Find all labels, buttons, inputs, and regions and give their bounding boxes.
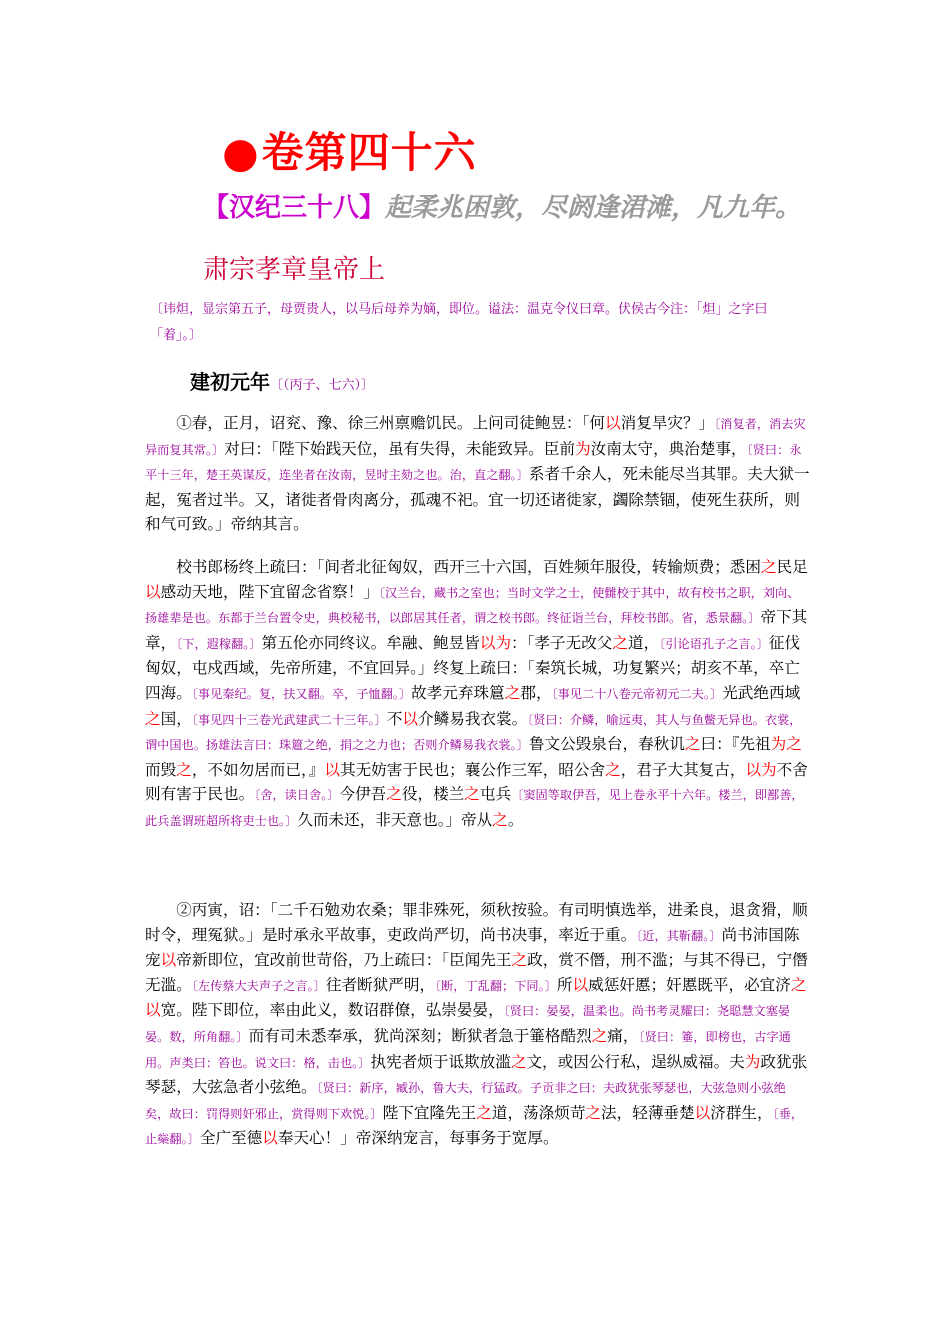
text-run: 道，	[628, 633, 660, 652]
text-run: 其无妨害于民也；襄公作三军，昭公舍	[339, 760, 606, 779]
chronicle-heading	[203, 187, 801, 224]
highlight-word: 以	[145, 1001, 161, 1020]
commentary-note: 〔贤曰：新序，臧孙，鲁大夫，行猛政。子贡非之曰：夫政犹张琴瑟也，大弦急则小弦绝矣，故曰：罚得则奸邪止，赏得则下欢悦。〕	[145, 1081, 786, 1121]
volume-title-text: 卷第四十六	[261, 128, 477, 177]
commentary-note: 〔贤曰：永平十三年，楚王英谋反，连坐者在汝南，昱时主劾之也。治，直之翻。〕	[145, 442, 802, 483]
highlight-word: 之	[176, 760, 192, 779]
paragraph-2	[145, 555, 810, 834]
highlight-word: 以	[402, 709, 419, 728]
highlight-word: 之	[591, 1026, 608, 1045]
chronicle-bracket: 【汉纪三十八】	[203, 193, 386, 223]
text-run: 感动天地，陛下宜留念省察！」	[160, 582, 379, 601]
text-run: 光武绝西域	[722, 683, 801, 702]
text-run: 政犹张琴瑟，大弦急者小弦绝。	[145, 1052, 808, 1097]
commentary-note: 〔汉兰台，藏书之室也；当时文学之士，使雠校于其中，故有校书之职，刘向、扬雄辈是也。东都于兰台置令史，典校秘书，以郎居其任者，谓之校书郎。终征诣兰台，拜校书郎。省，悉景翻。〕	[145, 585, 800, 626]
commentary-note: 〔断，丁乱翻；下同。〕	[435, 978, 557, 993]
text-run: 役，楼兰	[401, 785, 465, 804]
bullet-icon: ●	[222, 128, 260, 177]
commentary-note: 〔窦固等取伊吾，见上卷永平十六年。楼兰，即鄯善，此兵盖谓班超所将吏士也。〕	[145, 788, 804, 828]
text-run: 屯兵	[479, 785, 512, 804]
year-heading	[190, 366, 374, 395]
emperor-title: 肃宗孝章皇帝上	[203, 255, 386, 285]
text-run: 久而未还，非天意也。」帝从	[297, 810, 493, 829]
text-run: 济群生，	[710, 1103, 773, 1122]
highlight-word: 之	[605, 760, 621, 779]
highlight-word: 为	[744, 1052, 761, 1071]
text-run: 所	[556, 975, 573, 994]
highlight-word: 以	[694, 1103, 711, 1122]
highlight-word: 之	[760, 558, 777, 576]
text-run: 征伐匈奴，屯戍西域，先帝所建，不宜回异。」终复上疏曰：「秦筑长城，功复繁兴；胡亥不革，卒亡四海。	[145, 633, 801, 702]
text-run: 执宪者烦于诋欺放滥	[370, 1052, 511, 1071]
commentary-note: 〔消复者，消去灾异而复其常。〕	[145, 417, 806, 457]
highlight-word: 之	[492, 810, 508, 829]
highlight-word: 之	[684, 735, 701, 754]
text-run: 郡，	[520, 683, 552, 702]
text-run: 不舍则有害于民也。	[145, 760, 808, 804]
text-run: ，君子大其复古，	[620, 760, 746, 779]
text-run: 而有司未悉奉承，犹尚深刻；断狱者急于箠格酷烈	[248, 1026, 592, 1045]
text-run: 系者千余人，死未能尽当其罪。夫大狱一起，冤者过半。又，诸徙者骨肉离分，孤魂不祀。宜一切还诸徙家，蠲除禁锢，使死生获所，则和气可致。」帝纳其言。	[145, 465, 810, 534]
commentary-note: 〔贤曰：介鳞，喻远夷，其人与鱼鳖无异也。衣裳，谓中国也。扬雄法言曰：珠簄之绝，捐之之力也；否则介鳞易我衣裳。〕	[145, 712, 802, 753]
highlight-word: 之	[790, 975, 807, 994]
text-run: 往者断狱严明，	[325, 975, 436, 994]
highlight-word: 以	[572, 975, 589, 994]
commentary-note: 〔贤曰：晏晏，温柔也。尚书考灵耀曰：尧聪慧文塞晏晏。数，所角翻。〕	[145, 1004, 791, 1044]
chronicle-span: 起柔兆困敦，尽阏逢涒滩，凡九年。	[385, 193, 802, 223]
commentary-note: 〔舍，读日舍。〕	[254, 788, 340, 803]
text-run: ②丙寅，诏：「二千石勉劝农桑；罪非殊死，须秋按验。有司明慎选举，进柔良，退贪猾，顺时令，理冤狱。」是时承永平故事，吏政尚严切，尚书决事，率近于重。	[145, 901, 808, 944]
text-run: 消复旱灾？」	[620, 414, 715, 432]
text-run: 故孝元弃珠簄	[411, 683, 505, 702]
text-run: 介鳞易我衣裳。	[418, 709, 528, 728]
text-run: ，不如勿居而已，』	[191, 760, 325, 779]
highlight-word: 以	[605, 414, 621, 432]
highlight-word: 以	[145, 582, 161, 601]
highlight-word: 以	[324, 760, 340, 779]
commentary-note: 〔贤曰：箠，即榜也，古字通用。声类曰：笞也。说文曰：格，击也。〕	[145, 1029, 791, 1070]
highlight-word: 以为	[745, 760, 777, 779]
highlight-word: 之	[510, 1052, 527, 1071]
text-run: 对曰：「陛下始践天位，虽有失得，未能致异。臣前	[224, 439, 576, 458]
highlight-word: 之	[145, 709, 161, 728]
highlight-word: 之	[511, 951, 528, 970]
paragraph-3	[145, 898, 810, 1152]
highlight-word: 以	[160, 951, 177, 970]
highlight-word: 之	[612, 633, 629, 652]
highlight-word: 之	[386, 785, 402, 804]
highlight-word: 为之	[770, 735, 802, 754]
text-run: 鲁文公毁泉台，春秋讥	[528, 735, 685, 754]
highlight-word: 之	[476, 1103, 492, 1122]
highlight-word: 以	[262, 1129, 278, 1148]
intro-annotation: 〔讳炟，显宗第五子，母贾贵人，以马后母养为嫡，即位。谥法：温克令仪曰章。伏侯古今注：「炟」之字曰「着」。〕	[150, 302, 768, 343]
highlight-word: 以为	[479, 633, 512, 652]
volume-title	[222, 120, 477, 180]
text-run: 宽。陛下即位，率由此义，数诏群僚，弘崇晏晏，	[160, 1001, 504, 1020]
paragraph-1	[145, 411, 810, 537]
text-run: 而毁	[145, 760, 177, 779]
text-run: 民足	[776, 558, 808, 576]
text-run: 帝下其章，	[145, 608, 808, 652]
text-run: 国，	[160, 709, 192, 728]
text-run: 第五伦亦同终议。牟融、鲍昱皆	[261, 633, 480, 652]
text-run: 尚书沛国陈宠	[145, 925, 800, 970]
year-title: 建初元年	[190, 370, 270, 394]
text-run: 威惩奸慝；奸慝既平，必宜济	[588, 975, 791, 994]
commentary-note: 〔事见秦纪。复，扶又翻。卒，子恤翻。〕	[191, 686, 412, 701]
year-note: 〔（丙子、七六）〕	[270, 378, 375, 393]
commentary-note: 〔事见二十八卷元帝初元二夫。〕	[551, 686, 723, 701]
commentary-note: 〔垂，止橤翻。〕	[145, 1106, 804, 1147]
highlight-word: 之	[464, 785, 480, 804]
text-run: 政，赏不僭，刑不滥；与其不得已，宁僭无滥。	[145, 951, 808, 994]
text-run: 。	[507, 810, 524, 829]
commentary-note: 〔事见四十三卷光武建武二十三年。〕	[191, 712, 387, 727]
text-run: 奉天心！」帝深纳宠言，每事务于宽厚。	[277, 1129, 559, 1148]
text-run: 全广至德	[199, 1129, 263, 1148]
commentary-note: 〔引论语孔子之言。〕	[659, 636, 769, 651]
text-run: 道，荡涤烦苛	[491, 1103, 586, 1122]
text-run: 不	[386, 709, 403, 728]
highlight-word: 为	[575, 439, 591, 458]
text-run: 今伊吾	[339, 785, 387, 804]
commentary-note: 〔下，遐稼翻。〕	[176, 636, 262, 651]
text-run: 帝新即位，宜改前世苛俗，乃上疏曰：「臣闻先王	[176, 951, 512, 970]
text-run: 曰：『先祖	[700, 735, 771, 754]
text-run: 汝南太守，典治楚事，	[590, 439, 747, 458]
text-run: 文，或因公行私，逞纵威福。夫	[526, 1052, 745, 1071]
commentary-note: 〔近，其靳翻。〕	[636, 928, 722, 943]
text-run: ①春，正月，诏兖、豫、徐三州禀赡饥民。上问司徒鲍昱：「何	[176, 414, 606, 432]
highlight-word: 之	[585, 1103, 602, 1122]
highlight-word: 之	[504, 683, 521, 702]
text-run: 痛，	[607, 1026, 639, 1045]
commentary-note: 〔左传蔡大夫声子之言。〕	[191, 978, 326, 993]
text-run: ：「孝子无改父	[511, 633, 613, 652]
text-run: 校书郎杨终上疏曰：「间者北征匈奴，西开三十六国，百姓频年服役，转输烦费；悉困	[176, 558, 761, 576]
text-run: 陛下宜隆先王	[382, 1103, 477, 1122]
text-run: 法，轻薄垂楚	[601, 1103, 695, 1122]
